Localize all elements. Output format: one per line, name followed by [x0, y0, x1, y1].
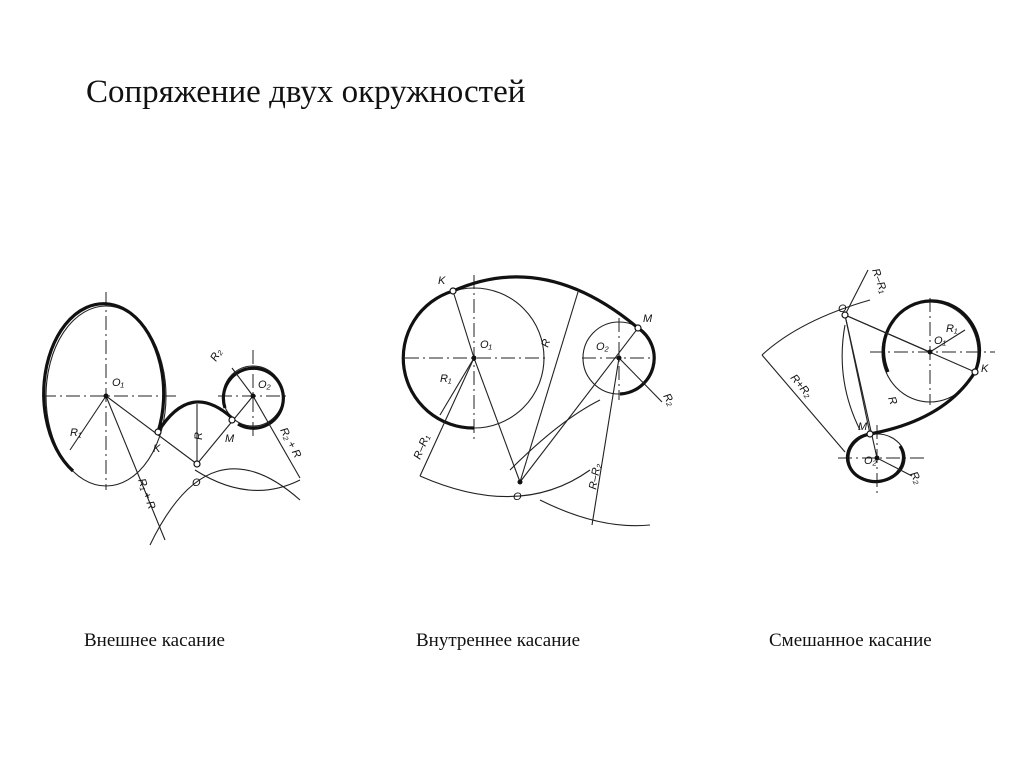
label-k-3: K [981, 363, 989, 375]
label-r-2: R [539, 337, 554, 349]
label-r1: R₁ [70, 427, 82, 439]
label-o-3: O [838, 303, 847, 315]
label-o2-3: O₂ [864, 455, 877, 467]
point-o2 [251, 394, 256, 399]
point-o1-3 [928, 350, 933, 355]
line-o1-k [453, 291, 474, 358]
circle-o1-mixed-outline [884, 301, 980, 372]
label-o: O [192, 477, 201, 489]
point-m-3 [867, 431, 873, 437]
label-r: R [193, 432, 205, 440]
label-r-plus-r2: R+R₂ [787, 372, 814, 401]
label-o2-2: O₂ [596, 341, 609, 353]
label-r2-2: R₂ [660, 391, 677, 409]
construction-arc-r1-plus-r [150, 469, 300, 545]
label-k-2: K [438, 275, 446, 287]
label-k: K [153, 443, 161, 455]
label-r2-plus-r: R₂ + R [277, 425, 304, 461]
label-r-3: R [885, 394, 900, 407]
point-m-2 [635, 325, 641, 331]
label-o1-3: O₁ [934, 335, 947, 347]
label-m-3: M [858, 421, 868, 433]
point-k [155, 429, 161, 435]
label-r1-plus-r: R₁ + R [135, 476, 158, 512]
point-o1-2 [472, 356, 477, 361]
radius-r1-line [70, 396, 106, 450]
circle-o2-internal-outline [620, 328, 654, 394]
circle-o1-outline [44, 304, 164, 471]
point-o2-2 [617, 356, 622, 361]
label-r1-3: R₁ [946, 323, 958, 335]
point-m [229, 417, 235, 423]
point-o-2 [518, 480, 523, 485]
enveloping-arc [453, 277, 638, 328]
radius-r1-line-2 [440, 358, 474, 415]
label-o-2: O [513, 491, 522, 503]
radius-r2-line-2 [619, 358, 662, 402]
tangent-arc-mixed [870, 372, 975, 434]
label-o1-2: O₁ [480, 339, 493, 351]
caption-internal-tangency: Внутреннее касание [416, 630, 581, 651]
label-r2: R₂ [208, 346, 225, 364]
point-k-2 [450, 288, 456, 294]
label-r-minus-r1-3: R–R₁ [869, 266, 890, 295]
radius-r2-line [232, 368, 253, 396]
label-m: M [225, 433, 235, 445]
line-r-minus-r1-guide [845, 270, 868, 315]
line-r-plus-r2 [762, 355, 845, 452]
label-r-minus-r2: R–R₂ [587, 462, 604, 491]
point-o [194, 461, 200, 467]
label-o1: O₁ [112, 377, 125, 389]
label-m-2: M [643, 313, 653, 325]
line-o1-o-2 [474, 358, 520, 482]
label-r-minus-r1: R–R₁ [411, 432, 433, 462]
construction-arc-r-minus-r1 [762, 300, 870, 355]
diagram-external-tangency [42, 292, 303, 545]
radius-r-line-2 [520, 292, 578, 482]
circle-o1-internal-outline [403, 291, 474, 428]
tangent-arc [158, 402, 232, 432]
line-o-m [520, 328, 638, 482]
diagram-mixed-tangency [762, 267, 995, 495]
label-r1-2: R₁ [440, 373, 452, 385]
label-r2-3: R₂ [907, 469, 924, 487]
diagram-internal-tangency [403, 275, 677, 526]
construction-arc-r-minus-r2-top [510, 400, 600, 470]
caption-external-tangency: Внешнее касание [84, 630, 225, 651]
point-k-3 [972, 369, 978, 375]
slide-title: Сопряжение двух окружностей [86, 74, 526, 110]
caption-mixed-tangency: Смешанное касание [769, 630, 932, 651]
line-o-o1 [845, 315, 930, 352]
construction-arc-r-minus-r1 [420, 470, 590, 497]
point-o1 [104, 394, 109, 399]
label-o2: O₂ [258, 379, 271, 391]
